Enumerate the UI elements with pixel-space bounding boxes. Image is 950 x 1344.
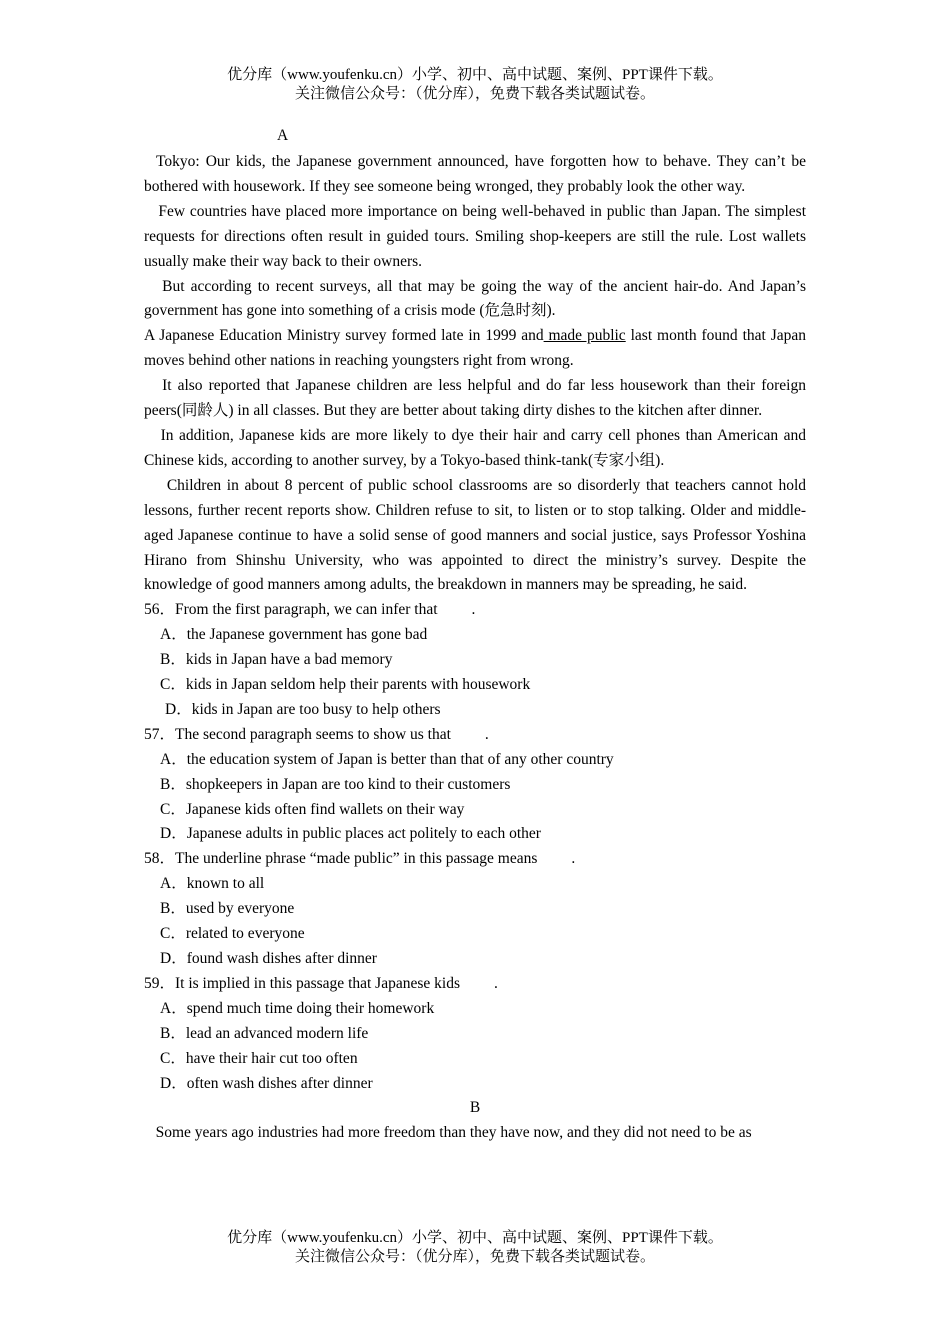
question-56-option-b: B．kids in Japan have a bad memory [160,651,393,669]
paragraph-4-end: last month found that Japan moves behind other nations in reaching youngsters right from wrong. [144,327,807,370]
question-59 [144,972,806,997]
question-58-option-d: D．found wash dishes after dinner [160,950,377,967]
question-57-option-d: D．Japanese adults in public places act politely to each other [160,825,541,843]
question-57 [144,723,806,748]
section-a-label: A [277,127,289,144]
question-58-option-a: A．known to all [160,875,265,893]
footer-line-2: 关注微信公众号：（优分库），免费下载各类试题试卷。 [294,1249,655,1265]
question-57-option-c: C．Japanese kids often find wallets on their way [160,800,465,818]
question-59-option-b: B．lead an advanced modern life [160,1024,369,1042]
question-57-stem: 57．The second paragraph seems to show us that [144,725,451,743]
footer-line-1: 优分库（www.youfenku.cn）小学、初中、高中试题、案例、PPT课件下载。 [227,1230,723,1246]
question-58-end: . [571,850,576,868]
question-59-end: . [493,974,498,992]
question-58-option-c: C．related to everyone [160,925,305,943]
passage-body [144,150,806,1146]
paragraph-4 [144,324,806,374]
question-56-option-a: A．the Japanese government has gone bad [160,626,428,644]
question-58 [144,847,806,872]
page-footer [0,1229,950,1267]
header-line-1: 优分库（www.youfenku.cn）小学、初中、高中试题、案例、PPT课件下载。 [227,67,723,83]
made-public-phrase: made public [543,327,626,345]
paragraph-1: Tokyo: Our kids, the Japanese government announced, have forgotten how to behave. They can’t be bothered with housework. If they see someone being wronged, they probably look the other way. [144,153,806,195]
question-56-option-d: D．kids in Japan are too busy to help others [165,700,441,718]
question-59-stem: 59．It is implied in this passage that Japanese kids [144,974,460,992]
section-b-first-line: Some years ago industries had more freedom than they have now, and they did not need to be as [144,1124,752,1142]
section-b-label: B [469,1099,481,1117]
question-56-end: . [471,601,476,619]
paragraph-4-start: A Japanese Education Ministry survey formed late in 1999 and [144,327,544,345]
paragraph-5: It also reported that Japanese children are less helpful and do far less housework than their foreign peers(同龄人) in all classes. But they are better about taking dirty dishes to the kitchen after dinner. [144,377,806,420]
question-57-end: . [484,725,489,743]
paragraph-3: But according to recent surveys, all that may be going the way of the ancient hair-do. And Japan’s government has gone into something of a crisis mode (危急时刻). [144,277,806,320]
question-57-option-b: B．shopkeepers in Japan are too kind to their customers [160,775,511,793]
question-59-option-c: C．have their hair cut too often [160,1049,358,1067]
question-56-stem: 56．From the first paragraph, we can infer that [144,601,438,619]
question-56 [144,598,806,623]
paragraph-7: Children in about 8 percent of public school classrooms are so disorderly that teachers cannot hold lessons, further recent reports show. Children refuse to sit, to listen or to stop talking. Older and middle-aged Japanese continue to have a solid sense of good manners and social justice, says Professor Yoshina Hirano from Shinshu University, who was appointed to direct the ministry’s survey. Despite the knowledge of good manners among adults, the breakdown in manners may be spreading, he said. [144,476,806,594]
paragraph-6: In addition, Japanese kids are more likely to dye their hair and carry cell phones than American and Chinese kids, according to another survey, by a Tokyo-based think-tank(专家小组). [144,426,806,469]
paragraph-2: Few countries have placed more importance on being well-behaved in public than Japan. The simplest requests for directions often result in guided tours. Smiling shop-keepers are still the rule. Lost wallets usually make their way back to their owners. [144,202,806,270]
header-line-2: 关注微信公众号：（优分库），免费下载各类试题试卷。 [294,86,655,102]
question-58-option-b: B．used by everyone [160,900,295,918]
question-56-option-c: C．kids in Japan seldom help their parents with housework [160,676,531,694]
question-59-option-d: D．often wash dishes after dinner [160,1074,373,1092]
question-59-option-a: A．spend much time doing their homework [160,999,435,1017]
question-58-stem: 58．The underline phrase “made public” in this passage means [144,850,538,868]
question-57-option-a: A．the education system of Japan is better than that of any other country [160,750,614,768]
page-header [0,66,950,104]
